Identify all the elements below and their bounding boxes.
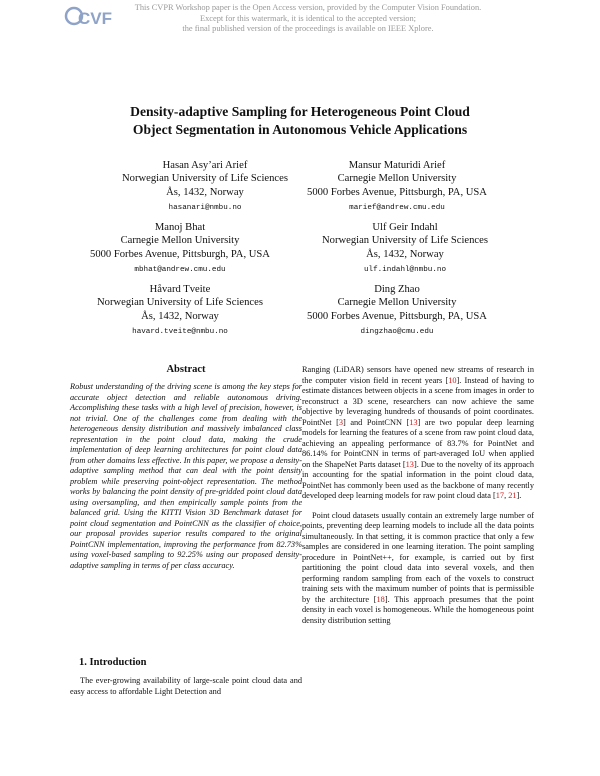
- text-run: Point cloud datasets usually contain an extremely large number of points, preventing deep learning models to include all the data points simultaneously. In that setting, it is common practice that only a few samples are considered in one learning iteration. The point sampling procedure in PointNet++, for example, is carried out by first partitioning the point cloud data into several voxels, and then performing random sampling from each of the voxels to construct training sets with the maximum number of points that is permissible by the architecture [: [302, 510, 534, 604]
- author-address: Ås, 1432, Norway: [141, 310, 219, 322]
- text-run: ]. Instead of having to estimate distances between objects in a scene from images in order to reconstruct a 3D scene, researchers can now achieve the same objective by leveraging hundreds of thousands of point coordinates. PointNet [: [302, 375, 534, 427]
- author-affiliation: Norwegian University of Life Sciences: [322, 235, 488, 247]
- right-column: [302, 365, 534, 626]
- author-email: marief@andrew.cmu.edu: [349, 203, 445, 212]
- cvf-logo-text: CVF: [78, 9, 112, 28]
- citation-link[interactable]: 10: [448, 375, 457, 385]
- citation-link[interactable]: 17: [495, 491, 505, 500]
- text-run: ]. This approach presumes that the point density in each voxel is homogeneous. While the homogeneous point density distribution setting: [302, 594, 534, 625]
- abstract-heading: Abstract: [166, 364, 206, 375]
- author-name: Hasan Asy’ari Arief: [162, 160, 248, 171]
- citation-link[interactable]: 21: [508, 491, 517, 500]
- author-email: mbhat@andrew.cmu.edu: [134, 265, 226, 274]
- body-paragraph: [302, 511, 534, 627]
- author-affiliation: Carnegie Mellon University: [337, 297, 457, 309]
- watermark-notice: [118, 3, 498, 35]
- author-email: dingzhao@cmu.edu: [360, 327, 434, 336]
- citation-link[interactable]: 3: [338, 417, 343, 427]
- abstract-text: Robust understanding of the driving scene is among the key steps for accurate object detection and reliable autonomous driving. Accomplishing these tasks with a high level of precision, however, is not trivial. One of the challenges come from dealing with the heterogeneous density distribution and massively imbalanced class representation in the point cloud data, making the crude implementation of deep learning architectures for point cloud data from other domains less effective. In this paper, we propose a density-adaptive sampling method that can deal with the point density problem while preserving point-object representation. The method works by balancing the point density of pre-gridded point cloud data using oversampling, and then empirically sample points from the balanced grid. Using the KITTI Vision 3D Benchmark dataset for point cloud segmentation and PointCNN as the classifier of choice, our proposal provides superior results compared to the original PointCNN implementation, improving the performance from 82.73% using voxel-based sampling to 92.25% using our proposed density-adaptive sampling in terms of per class accuracy.: [70, 382, 302, 570]
- author-name: Ulf Geir Indahl: [372, 222, 438, 233]
- author-affiliation: Carnegie Mellon University: [337, 173, 457, 185]
- author-email: havard.tveite@nmbu.no: [132, 327, 228, 336]
- body-paragraph: [302, 365, 534, 502]
- author-affiliation: Carnegie Mellon University: [120, 235, 240, 247]
- text-run: ] are two popular deep learning models for learning the features of a scene from raw point cloud data, achieving an appealing performance of 83.7% for PointNet and 86.14% for PointCNN in terms of part-averaged IoU when applied on the ShapeNet Parts dataset [: [302, 417, 534, 469]
- author-address: 5000 Forbes Avenue, Pittsburgh, PA, USA: [90, 248, 270, 260]
- title-line: Density-adaptive Sampling for Heterogeneous Point Cloud: [130, 104, 470, 119]
- author-address: Ås, 1432, Norway: [366, 248, 444, 260]
- watermark-line: This CVPR Workshop paper is the Open Access version, provided by the Computer Vision Foundation.: [134, 3, 482, 12]
- author-affiliation: Norwegian University of Life Sciences: [97, 297, 263, 309]
- text-run: ]. Due to the novelty of its approach in accounting for the spatial information in the point cloud data, PointNet has commonly been used as the backbone of many recently developed deep learning models for raw point cloud data [: [302, 459, 535, 500]
- text-run: ,: [504, 491, 509, 500]
- author-address: 5000 Forbes Avenue, Pittsburgh, PA, USA: [307, 186, 487, 198]
- citation-link[interactable]: 18: [376, 594, 385, 604]
- author-name: Manoj Bhat: [154, 222, 206, 233]
- citation-link[interactable]: 13: [405, 459, 414, 469]
- text-run: Ranging (LiDAR) sensors have opened new streams of research in the computer vision field in recent years [: [302, 365, 534, 385]
- citation-link[interactable]: 13: [409, 417, 418, 427]
- text-run: ].: [516, 491, 522, 500]
- text-run: ] and PointCNN [: [343, 417, 410, 427]
- paper-title: [40, 103, 560, 138]
- intro-paragraph: The ever-growing availability of large-scale point cloud data and easy access to affordable Light Detection and: [70, 676, 302, 696]
- author-name: Mansur Maturidi Arief: [348, 160, 446, 171]
- section-heading: 1. Introduction: [79, 657, 147, 668]
- watermark-line: Except for this watermark, it is identical to the accepted version;: [199, 13, 417, 23]
- author-block: [262, 283, 532, 339]
- title-line: Object Segmentation in Autonomous Vehicle Applications: [132, 121, 468, 137]
- author-affiliation: Norwegian University of Life Sciences: [122, 173, 288, 185]
- author-name: Håvard Tveite: [149, 284, 211, 295]
- cvf-logo: [64, 3, 112, 29]
- author-email: ulf.indahl@nmbu.no: [363, 265, 447, 274]
- author-address: Ås, 1432, Norway: [166, 186, 244, 198]
- watermark-line: the final published version of the proceedings is available on IEEE Xplore.: [182, 24, 434, 34]
- author-email: hasanari@nmbu.no: [168, 203, 242, 212]
- author-name: Ding Zhao: [374, 284, 420, 295]
- author-block: [270, 221, 540, 277]
- author-block: [262, 159, 532, 215]
- author-address: 5000 Forbes Avenue, Pittsburgh, PA, USA: [307, 310, 487, 322]
